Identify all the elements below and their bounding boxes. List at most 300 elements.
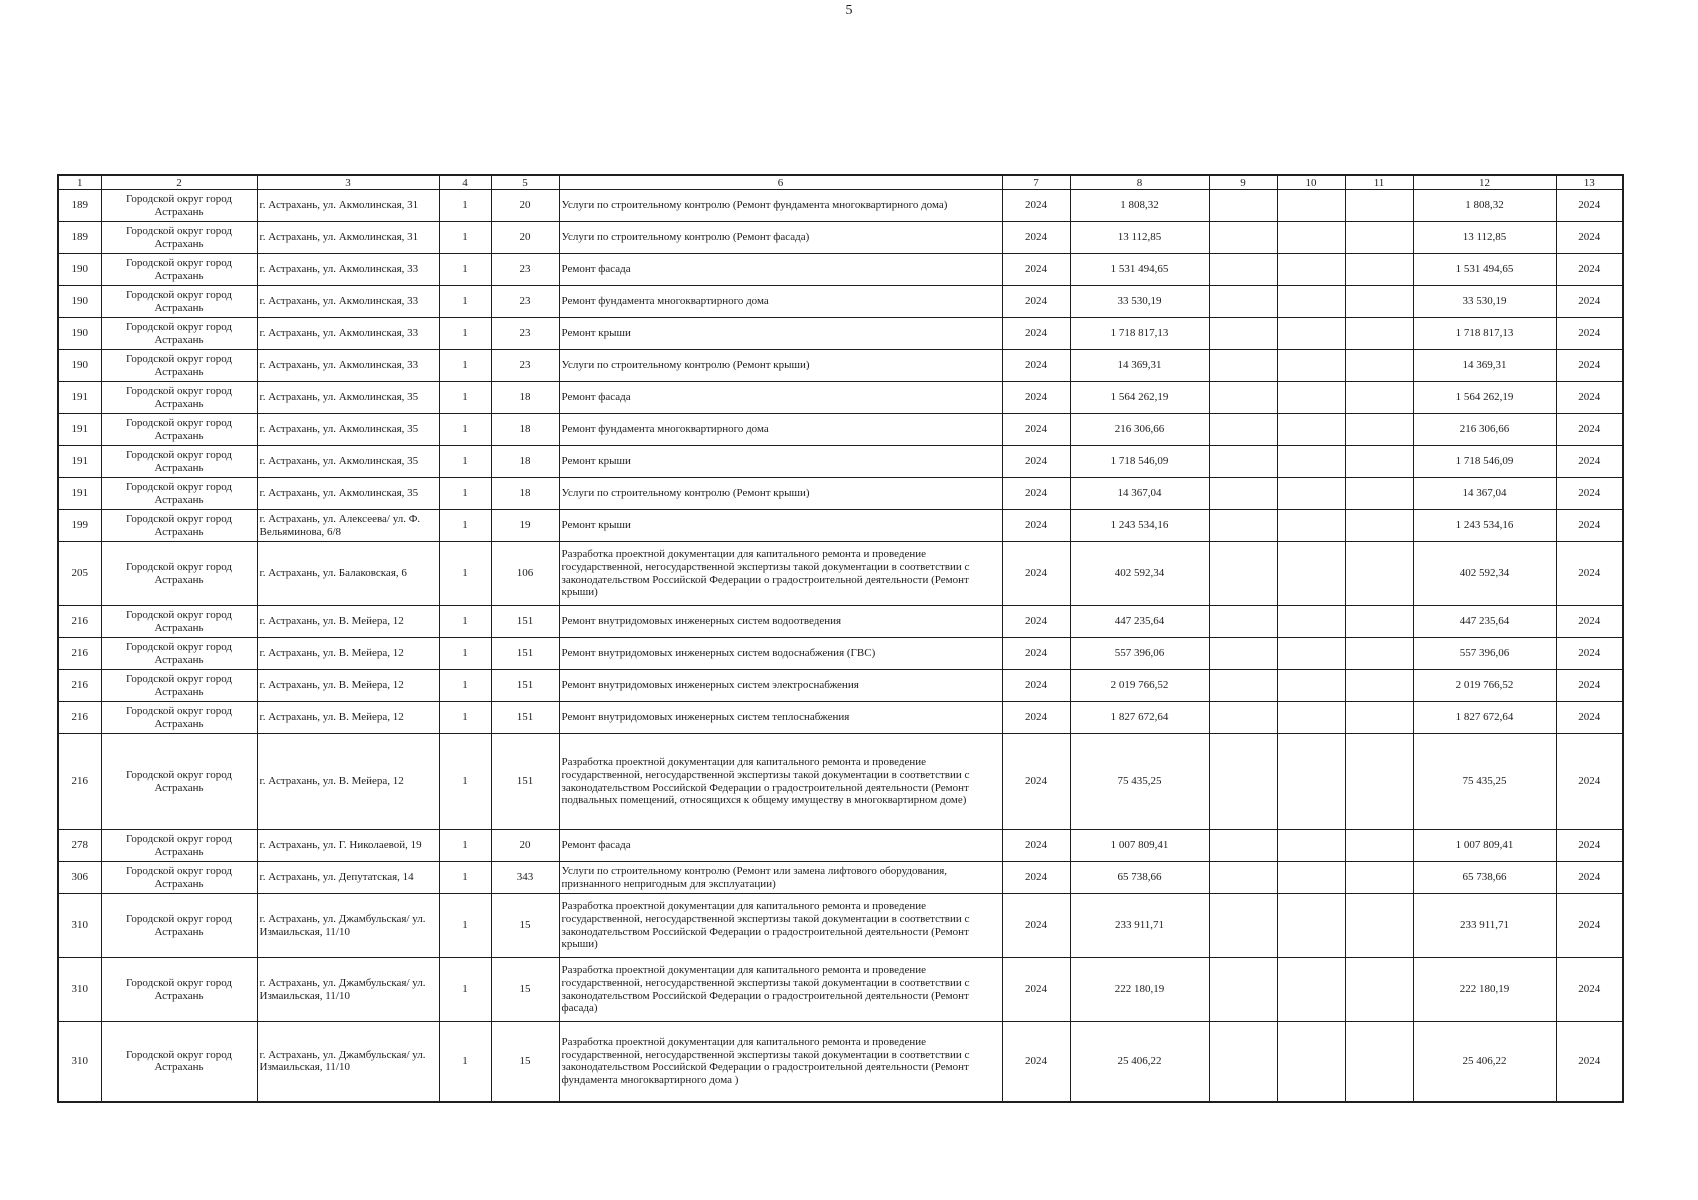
row-number-cell: 191 xyxy=(58,478,101,510)
row-number-cell: 216 xyxy=(58,734,101,830)
cost-cell: 447 235,64 xyxy=(1070,606,1209,638)
end-year-cell: 2024 xyxy=(1556,670,1623,702)
municipality-cell: Городской округ город Астрахань xyxy=(101,606,257,638)
end-year-cell: 2024 xyxy=(1556,702,1623,734)
column-11-cell xyxy=(1345,606,1413,638)
column-9-cell xyxy=(1209,606,1277,638)
total-cell: 1 531 494,65 xyxy=(1413,254,1556,286)
end-year-cell: 2024 xyxy=(1556,254,1623,286)
column-9-cell xyxy=(1209,254,1277,286)
column-5-cell: 18 xyxy=(491,414,559,446)
row-number-cell: 216 xyxy=(58,702,101,734)
address-cell: г. Астрахань, ул. В. Мейера, 12 xyxy=(257,606,439,638)
column-4-cell: 1 xyxy=(439,542,491,606)
column-9-cell xyxy=(1209,638,1277,670)
year-cell: 2024 xyxy=(1002,702,1070,734)
total-cell: 75 435,25 xyxy=(1413,734,1556,830)
address-cell: г. Астрахань, ул. Акмолинская, 35 xyxy=(257,478,439,510)
table-row xyxy=(58,734,1623,830)
table-row xyxy=(58,702,1623,734)
cost-cell: 65 738,66 xyxy=(1070,862,1209,894)
end-year-cell: 2024 xyxy=(1556,606,1623,638)
row-number-cell: 189 xyxy=(58,222,101,254)
column-4-cell: 1 xyxy=(439,638,491,670)
column-10-cell xyxy=(1277,414,1345,446)
column-11-cell xyxy=(1345,862,1413,894)
municipality-cell: Городской округ город Астрахань xyxy=(101,958,257,1022)
row-number-cell: 310 xyxy=(58,894,101,958)
table-row xyxy=(58,670,1623,702)
address-cell: г. Астрахань, ул. В. Мейера, 12 xyxy=(257,638,439,670)
column-10-cell xyxy=(1277,862,1345,894)
total-cell: 402 592,34 xyxy=(1413,542,1556,606)
column-11-cell xyxy=(1345,958,1413,1022)
column-5-cell: 151 xyxy=(491,606,559,638)
column-5-cell: 20 xyxy=(491,830,559,862)
page-number: 5 xyxy=(845,3,853,18)
column-number-header: 9 xyxy=(1209,175,1277,190)
column-4-cell: 1 xyxy=(439,702,491,734)
column-4-cell: 1 xyxy=(439,894,491,958)
row-number-cell: 216 xyxy=(58,606,101,638)
table-row xyxy=(58,510,1623,542)
column-4-cell: 1 xyxy=(439,446,491,478)
column-11-cell xyxy=(1345,254,1413,286)
column-number-header: 1 xyxy=(58,175,101,190)
column-5-cell: 23 xyxy=(491,318,559,350)
column-9-cell xyxy=(1209,670,1277,702)
column-5-cell: 20 xyxy=(491,222,559,254)
end-year-cell: 2024 xyxy=(1556,318,1623,350)
column-9-cell xyxy=(1209,382,1277,414)
address-cell: г. Астрахань, ул. В. Мейера, 12 xyxy=(257,702,439,734)
column-5-cell: 18 xyxy=(491,446,559,478)
column-4-cell: 1 xyxy=(439,862,491,894)
end-year-cell: 2024 xyxy=(1556,478,1623,510)
column-5-cell: 343 xyxy=(491,862,559,894)
column-4-cell: 1 xyxy=(439,1022,491,1102)
column-11-cell xyxy=(1345,478,1413,510)
end-year-cell: 2024 xyxy=(1556,638,1623,670)
column-10-cell xyxy=(1277,830,1345,862)
end-year-cell: 2024 xyxy=(1556,382,1623,414)
column-4-cell: 1 xyxy=(439,350,491,382)
column-11-cell xyxy=(1345,414,1413,446)
year-cell: 2024 xyxy=(1002,222,1070,254)
work-type-cell: Ремонт фасада xyxy=(559,254,1002,286)
column-4-cell: 1 xyxy=(439,510,491,542)
column-4-cell: 1 xyxy=(439,830,491,862)
end-year-cell: 2024 xyxy=(1556,542,1623,606)
column-9-cell xyxy=(1209,958,1277,1022)
column-11-cell xyxy=(1345,510,1413,542)
column-9-cell xyxy=(1209,734,1277,830)
municipality-cell: Городской округ город Астрахань xyxy=(101,830,257,862)
address-cell: г. Астрахань, ул. Балаковская, 6 xyxy=(257,542,439,606)
total-cell: 1 007 809,41 xyxy=(1413,830,1556,862)
table-row xyxy=(58,894,1623,958)
cost-cell: 1 808,32 xyxy=(1070,190,1209,222)
municipality-cell: Городской округ город Астрахань xyxy=(101,702,257,734)
end-year-cell: 2024 xyxy=(1556,1022,1623,1102)
municipality-cell: Городской округ город Астрахань xyxy=(101,350,257,382)
table-body xyxy=(58,190,1623,1102)
work-type-cell: Услуги по строительному контролю (Ремонт крыши) xyxy=(559,350,1002,382)
work-type-cell: Ремонт фасада xyxy=(559,830,1002,862)
work-type-cell: Ремонт фундамента многоквартирного дома xyxy=(559,286,1002,318)
address-cell: г. Астрахань, ул. Акмолинская, 35 xyxy=(257,382,439,414)
table-row xyxy=(58,638,1623,670)
capital-repair-table xyxy=(57,174,1624,1103)
work-type-cell: Услуги по строительному контролю (Ремонт крыши) xyxy=(559,478,1002,510)
year-cell: 2024 xyxy=(1002,958,1070,1022)
column-number-header: 10 xyxy=(1277,175,1345,190)
work-type-cell: Ремонт внутридомовых инженерных систем водоотведения xyxy=(559,606,1002,638)
table-row xyxy=(58,318,1623,350)
column-5-cell: 18 xyxy=(491,478,559,510)
work-type-cell: Разработка проектной документации для капитального ремонта и проведение государственной, негосударственной экспертизы такой документации в соответствии с законодательством Российской Федерации о градостроительной деятельности (Ремонт крыши) xyxy=(559,542,1002,606)
year-cell: 2024 xyxy=(1002,1022,1070,1102)
municipality-cell: Городской округ город Астрахань xyxy=(101,638,257,670)
address-cell: г. Астрахань, ул. Акмолинская, 31 xyxy=(257,222,439,254)
column-5-cell: 151 xyxy=(491,702,559,734)
column-11-cell xyxy=(1345,1022,1413,1102)
column-9-cell xyxy=(1209,446,1277,478)
row-number-cell: 306 xyxy=(58,862,101,894)
year-cell: 2024 xyxy=(1002,286,1070,318)
total-cell: 447 235,64 xyxy=(1413,606,1556,638)
municipality-cell: Городской округ город Астрахань xyxy=(101,446,257,478)
column-5-cell: 15 xyxy=(491,958,559,1022)
cost-cell: 1 243 534,16 xyxy=(1070,510,1209,542)
row-number-cell: 190 xyxy=(58,318,101,350)
year-cell: 2024 xyxy=(1002,350,1070,382)
work-type-cell: Ремонт внутридомовых инженерных систем водоснабжения (ГВС) xyxy=(559,638,1002,670)
column-11-cell xyxy=(1345,286,1413,318)
column-9-cell xyxy=(1209,286,1277,318)
column-10-cell xyxy=(1277,1022,1345,1102)
column-11-cell xyxy=(1345,222,1413,254)
column-9-cell xyxy=(1209,510,1277,542)
work-type-cell: Ремонт крыши xyxy=(559,318,1002,350)
municipality-cell: Городской округ город Астрахань xyxy=(101,1022,257,1102)
municipality-cell: Городской округ город Астрахань xyxy=(101,894,257,958)
table-row xyxy=(58,350,1623,382)
cost-cell: 557 396,06 xyxy=(1070,638,1209,670)
work-type-cell: Разработка проектной документации для капитального ремонта и проведение государственной, негосударственной экспертизы такой документации в соответствии с законодательством Российской Федерации о градостроительной деятельности (Ремонт подвальных помещений, относящихся к общему имуществу в многоквартирном доме) xyxy=(559,734,1002,830)
column-11-cell xyxy=(1345,638,1413,670)
work-type-cell: Услуги по строительному контролю (Ремонт фундамента многоквартирного дома) xyxy=(559,190,1002,222)
row-number-cell: 189 xyxy=(58,190,101,222)
cost-cell: 25 406,22 xyxy=(1070,1022,1209,1102)
column-9-cell xyxy=(1209,350,1277,382)
address-cell: г. Астрахань, ул. В. Мейера, 12 xyxy=(257,670,439,702)
column-9-cell xyxy=(1209,830,1277,862)
column-5-cell: 106 xyxy=(491,542,559,606)
row-number-cell: 190 xyxy=(58,286,101,318)
column-4-cell: 1 xyxy=(439,254,491,286)
column-5-cell: 23 xyxy=(491,350,559,382)
cost-cell: 1 718 546,09 xyxy=(1070,446,1209,478)
row-number-cell: 190 xyxy=(58,254,101,286)
year-cell: 2024 xyxy=(1002,382,1070,414)
total-cell: 65 738,66 xyxy=(1413,862,1556,894)
column-10-cell xyxy=(1277,702,1345,734)
row-number-cell: 278 xyxy=(58,830,101,862)
column-4-cell: 1 xyxy=(439,318,491,350)
column-11-cell xyxy=(1345,190,1413,222)
table-row xyxy=(58,446,1623,478)
column-number-header: 13 xyxy=(1556,175,1623,190)
row-number-cell: 216 xyxy=(58,670,101,702)
column-number-header: 11 xyxy=(1345,175,1413,190)
column-number-header: 3 xyxy=(257,175,439,190)
municipality-cell: Городской округ город Астрахань xyxy=(101,190,257,222)
column-10-cell xyxy=(1277,542,1345,606)
table-row xyxy=(58,862,1623,894)
column-11-cell xyxy=(1345,702,1413,734)
end-year-cell: 2024 xyxy=(1556,510,1623,542)
address-cell: г. Астрахань, ул. Акмолинская, 35 xyxy=(257,446,439,478)
column-10-cell xyxy=(1277,510,1345,542)
table-row xyxy=(58,190,1623,222)
municipality-cell: Городской округ город Астрахань xyxy=(101,382,257,414)
year-cell: 2024 xyxy=(1002,190,1070,222)
column-number-header: 6 xyxy=(559,175,1002,190)
table-row xyxy=(58,1022,1623,1102)
row-number-cell: 216 xyxy=(58,638,101,670)
municipality-cell: Городской округ город Астрахань xyxy=(101,254,257,286)
table-row xyxy=(58,254,1623,286)
table-row xyxy=(58,606,1623,638)
column-9-cell xyxy=(1209,318,1277,350)
address-cell: г. Астрахань, ул. Алексеева/ ул. Ф. Вельяминова, 6/8 xyxy=(257,510,439,542)
column-5-cell: 18 xyxy=(491,382,559,414)
year-cell: 2024 xyxy=(1002,638,1070,670)
row-number-cell: 190 xyxy=(58,350,101,382)
table-row xyxy=(58,286,1623,318)
year-cell: 2024 xyxy=(1002,318,1070,350)
total-cell: 1 243 534,16 xyxy=(1413,510,1556,542)
total-cell: 233 911,71 xyxy=(1413,894,1556,958)
end-year-cell: 2024 xyxy=(1556,286,1623,318)
work-type-cell: Разработка проектной документации для капитального ремонта и проведение государственной, негосударственной экспертизы такой документации в соответствии с законодательством Российской Федерации о градостроительной деятельности (Ремонт фасада) xyxy=(559,958,1002,1022)
column-4-cell: 1 xyxy=(439,222,491,254)
column-10-cell xyxy=(1277,638,1345,670)
municipality-cell: Городской округ город Астрахань xyxy=(101,542,257,606)
column-10-cell xyxy=(1277,286,1345,318)
table-row xyxy=(58,542,1623,606)
cost-cell: 1 718 817,13 xyxy=(1070,318,1209,350)
column-5-cell: 151 xyxy=(491,670,559,702)
column-9-cell xyxy=(1209,478,1277,510)
column-4-cell: 1 xyxy=(439,670,491,702)
year-cell: 2024 xyxy=(1002,478,1070,510)
column-5-cell: 151 xyxy=(491,638,559,670)
municipality-cell: Городской округ город Астрахань xyxy=(101,510,257,542)
address-cell: г. Астрахань, ул. Акмолинская, 35 xyxy=(257,414,439,446)
work-type-cell: Ремонт внутридомовых инженерных систем электроснабжения xyxy=(559,670,1002,702)
municipality-cell: Городской округ город Астрахань xyxy=(101,318,257,350)
cost-cell: 1 564 262,19 xyxy=(1070,382,1209,414)
column-10-cell xyxy=(1277,382,1345,414)
end-year-cell: 2024 xyxy=(1556,446,1623,478)
address-cell: г. Астрахань, ул. Акмолинская, 33 xyxy=(257,286,439,318)
column-9-cell xyxy=(1209,1022,1277,1102)
work-type-cell: Ремонт фасада xyxy=(559,382,1002,414)
total-cell: 216 306,66 xyxy=(1413,414,1556,446)
total-cell: 33 530,19 xyxy=(1413,286,1556,318)
work-type-cell: Ремонт крыши xyxy=(559,446,1002,478)
column-10-cell xyxy=(1277,478,1345,510)
municipality-cell: Городской округ город Астрахань xyxy=(101,286,257,318)
end-year-cell: 2024 xyxy=(1556,830,1623,862)
column-10-cell xyxy=(1277,670,1345,702)
row-number-cell: 191 xyxy=(58,382,101,414)
column-number-header: 7 xyxy=(1002,175,1070,190)
total-cell: 1 718 817,13 xyxy=(1413,318,1556,350)
address-cell: г. Астрахань, ул. Джамбульская/ ул. Измаильская, 11/10 xyxy=(257,894,439,958)
municipality-cell: Городской округ город Астрахань xyxy=(101,414,257,446)
work-type-cell: Ремонт крыши xyxy=(559,510,1002,542)
end-year-cell: 2024 xyxy=(1556,190,1623,222)
column-10-cell xyxy=(1277,606,1345,638)
year-cell: 2024 xyxy=(1002,830,1070,862)
cost-cell: 402 592,34 xyxy=(1070,542,1209,606)
column-10-cell xyxy=(1277,254,1345,286)
row-number-cell: 310 xyxy=(58,1022,101,1102)
column-number-header: 12 xyxy=(1413,175,1556,190)
table-row xyxy=(58,382,1623,414)
column-10-cell xyxy=(1277,446,1345,478)
column-4-cell: 1 xyxy=(439,286,491,318)
end-year-cell: 2024 xyxy=(1556,414,1623,446)
column-5-cell: 151 xyxy=(491,734,559,830)
year-cell: 2024 xyxy=(1002,542,1070,606)
table-row xyxy=(58,830,1623,862)
column-9-cell xyxy=(1209,222,1277,254)
column-10-cell xyxy=(1277,222,1345,254)
municipality-cell: Городской округ город Астрахань xyxy=(101,222,257,254)
column-number-row xyxy=(58,175,1623,190)
cost-cell: 75 435,25 xyxy=(1070,734,1209,830)
column-4-cell: 1 xyxy=(439,606,491,638)
total-cell: 1 718 546,09 xyxy=(1413,446,1556,478)
year-cell: 2024 xyxy=(1002,862,1070,894)
address-cell: г. Астрахань, ул. Акмолинская, 33 xyxy=(257,318,439,350)
cost-cell: 233 911,71 xyxy=(1070,894,1209,958)
row-number-cell: 205 xyxy=(58,542,101,606)
column-number-header: 4 xyxy=(439,175,491,190)
work-type-cell: Разработка проектной документации для капитального ремонта и проведение государственной, негосударственной экспертизы такой документации в соответствии с законодательством Российской Федерации о градостроительной деятельности (Ремонт фундамента многоквартирного дома ) xyxy=(559,1022,1002,1102)
table-row xyxy=(58,478,1623,510)
column-4-cell: 1 xyxy=(439,190,491,222)
work-type-cell: Ремонт внутридомовых инженерных систем теплоснабжения xyxy=(559,702,1002,734)
cost-cell: 216 306,66 xyxy=(1070,414,1209,446)
address-cell: г. Астрахань, ул. Г. Николаевой, 19 xyxy=(257,830,439,862)
year-cell: 2024 xyxy=(1002,414,1070,446)
address-cell: г. Астрахань, ул. Джамбульская/ ул. Измаильская, 11/10 xyxy=(257,1022,439,1102)
column-11-cell xyxy=(1345,894,1413,958)
column-4-cell: 1 xyxy=(439,414,491,446)
year-cell: 2024 xyxy=(1002,734,1070,830)
total-cell: 13 112,85 xyxy=(1413,222,1556,254)
address-cell: г. Астрахань, ул. В. Мейера, 12 xyxy=(257,734,439,830)
row-number-cell: 191 xyxy=(58,446,101,478)
total-cell: 1 564 262,19 xyxy=(1413,382,1556,414)
column-11-cell xyxy=(1345,318,1413,350)
column-number-header: 8 xyxy=(1070,175,1209,190)
cost-cell: 1 007 809,41 xyxy=(1070,830,1209,862)
address-cell: г. Астрахань, ул. Джамбульская/ ул. Измаильская, 11/10 xyxy=(257,958,439,1022)
column-10-cell xyxy=(1277,190,1345,222)
column-5-cell: 23 xyxy=(491,286,559,318)
column-10-cell xyxy=(1277,958,1345,1022)
total-cell: 14 369,31 xyxy=(1413,350,1556,382)
column-11-cell xyxy=(1345,542,1413,606)
column-9-cell xyxy=(1209,894,1277,958)
cost-cell: 222 180,19 xyxy=(1070,958,1209,1022)
address-cell: г. Астрахань, ул. Акмолинская, 33 xyxy=(257,254,439,286)
column-5-cell: 19 xyxy=(491,510,559,542)
column-11-cell xyxy=(1345,382,1413,414)
work-type-cell: Ремонт фундамента многоквартирного дома xyxy=(559,414,1002,446)
cost-cell: 14 369,31 xyxy=(1070,350,1209,382)
total-cell: 557 396,06 xyxy=(1413,638,1556,670)
year-cell: 2024 xyxy=(1002,446,1070,478)
cost-cell: 13 112,85 xyxy=(1070,222,1209,254)
column-9-cell xyxy=(1209,414,1277,446)
work-type-cell: Услуги по строительному контролю (Ремонт фасада) xyxy=(559,222,1002,254)
total-cell: 25 406,22 xyxy=(1413,1022,1556,1102)
cost-cell: 1 531 494,65 xyxy=(1070,254,1209,286)
column-5-cell: 15 xyxy=(491,894,559,958)
table-row xyxy=(58,414,1623,446)
year-cell: 2024 xyxy=(1002,254,1070,286)
column-4-cell: 1 xyxy=(439,958,491,1022)
cost-cell: 2 019 766,52 xyxy=(1070,670,1209,702)
end-year-cell: 2024 xyxy=(1556,958,1623,1022)
total-cell: 222 180,19 xyxy=(1413,958,1556,1022)
column-9-cell xyxy=(1209,190,1277,222)
municipality-cell: Городской округ город Астрахань xyxy=(101,670,257,702)
end-year-cell: 2024 xyxy=(1556,222,1623,254)
column-4-cell: 1 xyxy=(439,382,491,414)
column-9-cell xyxy=(1209,862,1277,894)
table-row xyxy=(58,958,1623,1022)
total-cell: 1 827 672,64 xyxy=(1413,702,1556,734)
work-type-cell: Разработка проектной документации для капитального ремонта и проведение государственной, негосударственной экспертизы такой документации в соответствии с законодательством Российской Федерации о градостроительной деятельности (Ремонт крыши) xyxy=(559,894,1002,958)
municipality-cell: Городской округ город Астрахань xyxy=(101,734,257,830)
column-10-cell xyxy=(1277,894,1345,958)
row-number-cell: 191 xyxy=(58,414,101,446)
column-4-cell: 1 xyxy=(439,478,491,510)
column-11-cell xyxy=(1345,446,1413,478)
total-cell: 2 019 766,52 xyxy=(1413,670,1556,702)
column-number-header: 2 xyxy=(101,175,257,190)
municipality-cell: Городской округ город Астрахань xyxy=(101,478,257,510)
address-cell: г. Астрахань, ул. Акмолинская, 31 xyxy=(257,190,439,222)
end-year-cell: 2024 xyxy=(1556,862,1623,894)
column-9-cell xyxy=(1209,702,1277,734)
column-number-header: 5 xyxy=(491,175,559,190)
column-11-cell xyxy=(1345,670,1413,702)
column-9-cell xyxy=(1209,542,1277,606)
municipality-cell: Городской округ город Астрахань xyxy=(101,862,257,894)
column-5-cell: 15 xyxy=(491,1022,559,1102)
address-cell: г. Астрахань, ул. Депутатская, 14 xyxy=(257,862,439,894)
column-10-cell xyxy=(1277,318,1345,350)
